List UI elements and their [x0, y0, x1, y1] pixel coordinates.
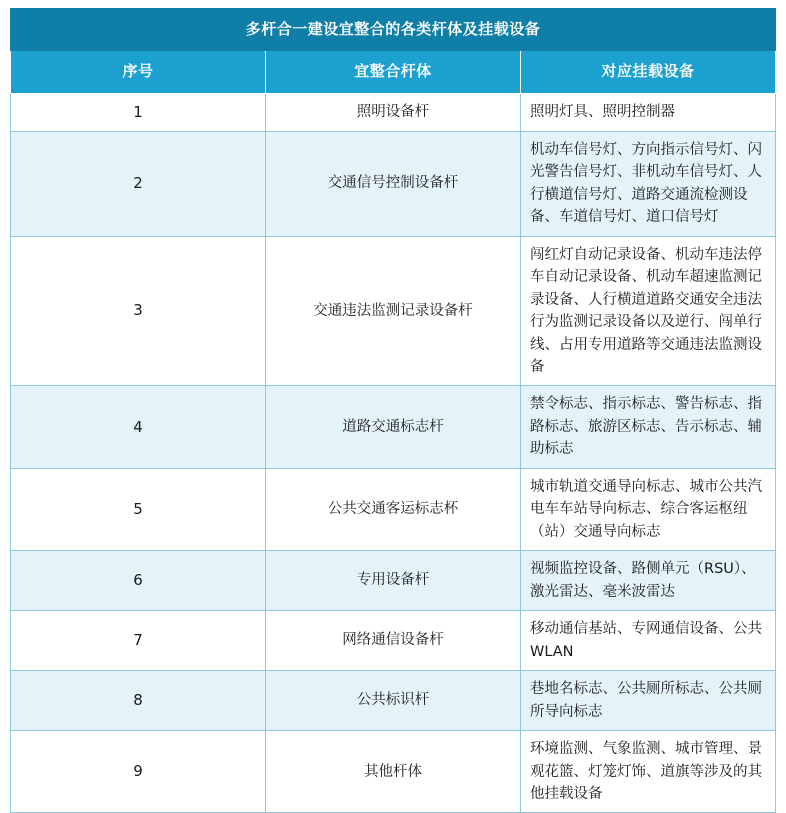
cell-no: 6 — [11, 551, 266, 611]
pole-integration-table — [10, 8, 776, 813]
cell-pole: 网络通信设备杆 — [266, 611, 521, 671]
cell-no: 9 — [11, 731, 266, 813]
pole-integration-table-container — [10, 8, 776, 813]
cell-no: 4 — [11, 386, 266, 468]
table-row — [11, 236, 776, 386]
table-row — [11, 131, 776, 236]
cell-no: 3 — [11, 236, 266, 386]
table-row — [11, 386, 776, 468]
cell-device: 移动通信基站、专网通信设备、公共 WLAN — [521, 611, 776, 671]
cell-pole: 道路交通标志杆 — [266, 386, 521, 468]
cell-device: 环境监测、气象监测、城市管理、景观花篮、灯笼灯饰、道旗等涉及的其他挂载设备 — [521, 731, 776, 813]
table-header-row — [11, 51, 776, 93]
cell-device: 闯红灯自动记录设备、机动车违法停车自动记录设备、机动车超速监测记录设备、人行横道道路交通安全违法行为监测记录设备以及逆行、闯单行线、占用专用道路等交通违法监测设备 — [521, 236, 776, 386]
table-row — [11, 468, 776, 550]
cell-device: 照明灯具、照明控制器 — [521, 93, 776, 131]
cell-no: 5 — [11, 468, 266, 550]
table-title-row — [11, 9, 776, 51]
cell-pole: 照明设备杆 — [266, 93, 521, 131]
cell-pole: 专用设备杆 — [266, 551, 521, 611]
cell-pole: 其他杆体 — [266, 731, 521, 813]
column-header-no: 序号 — [11, 51, 266, 93]
cell-pole: 交通违法监测记录设备杆 — [266, 236, 521, 386]
cell-pole: 交通信号控制设备杆 — [266, 131, 521, 236]
cell-device: 视频监控设备、路侧单元（RSU）、激光雷达、毫米波雷达 — [521, 551, 776, 611]
cell-device: 禁令标志、指示标志、警告标志、指路标志、旅游区标志、告示标志、辅助标志 — [521, 386, 776, 468]
cell-device: 巷地名标志、公共厕所标志、公共厕所导向标志 — [521, 671, 776, 731]
table-title: 多杆合一建设宜整合的各类杆体及挂载设备 — [11, 9, 776, 51]
table-row — [11, 93, 776, 131]
cell-no: 2 — [11, 131, 266, 236]
cell-no: 8 — [11, 671, 266, 731]
table-row — [11, 611, 776, 671]
table-body — [11, 9, 776, 813]
cell-pole: 公共交通客运标志杯 — [266, 468, 521, 550]
table-row — [11, 671, 776, 731]
cell-device: 机动车信号灯、方向指示信号灯、闪光警告信号灯、非机动车信号灯、人行横道信号灯、道路交通流检测设备、车道信号灯、道口信号灯 — [521, 131, 776, 236]
table-row — [11, 731, 776, 813]
column-header-pole: 宜整合杆体 — [266, 51, 521, 93]
cell-no: 1 — [11, 93, 266, 131]
cell-pole: 公共标识杆 — [266, 671, 521, 731]
cell-no: 7 — [11, 611, 266, 671]
cell-device: 城市轨道交通导向标志、城市公共汽电车车站导向标志、综合客运枢纽（站）交通导向标志 — [521, 468, 776, 550]
column-header-device: 对应挂载设备 — [521, 51, 776, 93]
table-row — [11, 551, 776, 611]
